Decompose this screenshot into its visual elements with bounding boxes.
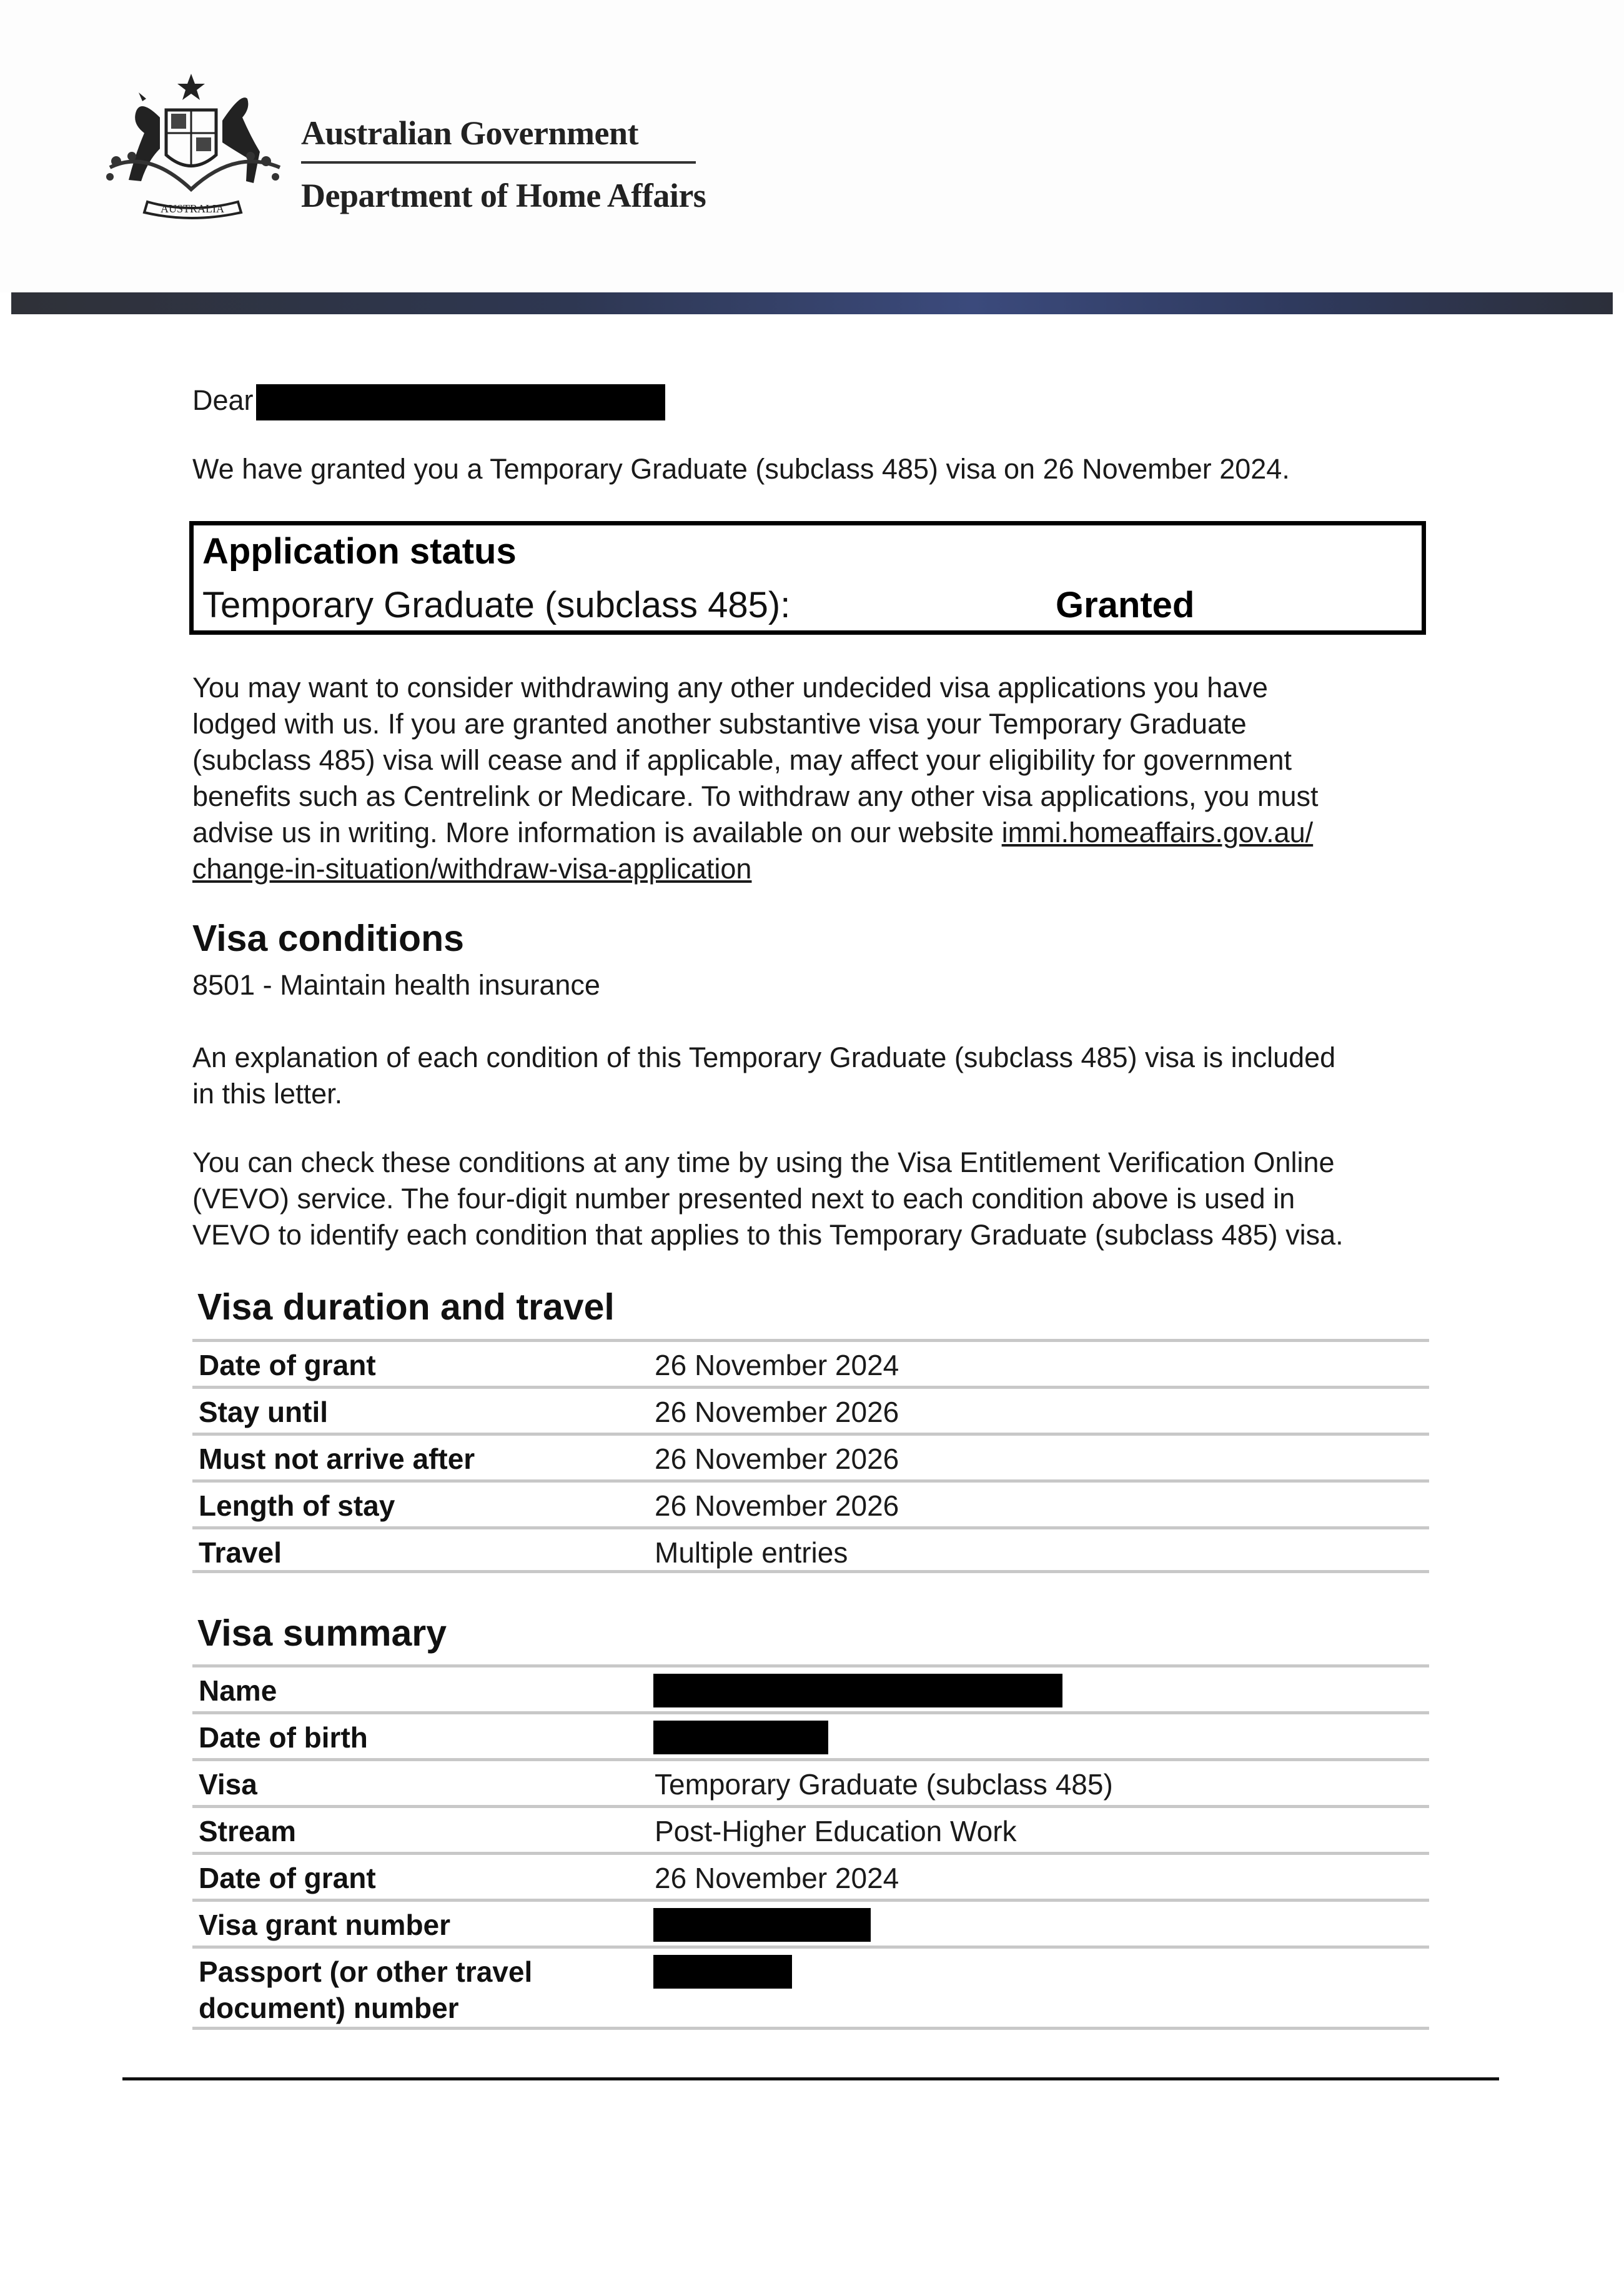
grant-intro: We have granted you a Temporary Graduate (subclass 485) visa on 26 November 2024. xyxy=(192,453,1290,485)
table-row xyxy=(192,1386,1429,1433)
row-value: Temporary Graduate (subclass 485) xyxy=(655,1768,1113,1801)
row-label: Date of birth xyxy=(199,1721,368,1754)
table-row xyxy=(192,1852,1429,1899)
row-label: Must not arrive after xyxy=(199,1443,475,1475)
visa-duration-table xyxy=(192,1339,1429,1573)
table-row xyxy=(192,1433,1429,1479)
row-label: Name xyxy=(199,1674,277,1707)
svg-text:AUSTRALIA: AUSTRALIA xyxy=(161,202,224,215)
department-name: Department of Home Affairs xyxy=(301,177,706,214)
row-value: 26 November 2026 xyxy=(655,1396,899,1428)
row-label xyxy=(199,1954,532,2026)
table-row xyxy=(192,1664,1429,1711)
row-value: 26 November 2026 xyxy=(655,1489,899,1522)
row-value: 26 November 2024 xyxy=(655,1349,899,1381)
paragraph-line: You may want to consider withdrawing any other undecided visa applications you have xyxy=(192,672,1268,703)
government-name: Australian Government xyxy=(301,114,638,152)
visa-conditions-heading: Visa conditions xyxy=(192,918,464,959)
paragraph-line xyxy=(192,851,1435,887)
application-status-box xyxy=(189,521,1426,635)
table-row xyxy=(192,1479,1429,1526)
visa-summary-table xyxy=(192,1664,1429,2030)
header-divider xyxy=(301,161,696,164)
visa-summary-heading: Visa summary xyxy=(197,1613,447,1654)
redacted-passport-number xyxy=(653,1955,792,1989)
paragraph-line: lodged with us. If you are granted another substantive visa your Temporary Graduate xyxy=(192,708,1247,740)
row-label: Visa xyxy=(199,1768,257,1801)
redacted-visa-grant-number xyxy=(653,1908,871,1942)
paragraph-line: VEVO to identify each condition that applies to this Temporary Graduate (subclass 485) visa. xyxy=(192,1219,1344,1251)
withdraw-link[interactable]: immi.homeaffairs.gov.au/ xyxy=(1001,817,1314,848)
paragraph-line: in this letter. xyxy=(192,1078,343,1110)
salutation-text: Dear xyxy=(192,384,254,416)
paragraph-line: (VEVO) service. The four-digit number presented next to each condition above is used in xyxy=(192,1183,1295,1215)
redacted-date-of-birth xyxy=(653,1721,828,1754)
row-label: Date of grant xyxy=(199,1349,376,1381)
withdraw-paragraph xyxy=(192,670,1435,887)
paragraph-line: An explanation of each condition of this Temporary Graduate (subclass 485) visa is included xyxy=(192,1041,1336,1073)
redacted-recipient-name xyxy=(256,384,665,420)
paragraph-line: benefits such as Centrelink or Medicare. To withdraw any other visa applications, you must xyxy=(192,780,1319,812)
row-label: Stream xyxy=(199,1815,296,1847)
redacted-name xyxy=(653,1674,1062,1707)
paragraph-line: You can check these conditions at any time by using the Visa Entitlement Verification Online xyxy=(192,1146,1335,1178)
paragraph-line: (subclass 485) visa will cease and if applicable, may affect your eligibility for government xyxy=(192,744,1292,776)
row-label: Stay until xyxy=(199,1396,329,1428)
row-label: Visa grant number xyxy=(199,1909,451,1941)
table-row xyxy=(192,1805,1429,1852)
paragraph-line xyxy=(192,815,1435,851)
conditions-explanation xyxy=(192,1040,1435,1112)
table-row xyxy=(192,1899,1429,1946)
header-band xyxy=(11,292,1613,314)
row-value: 26 November 2026 xyxy=(655,1443,899,1475)
row-label: Length of stay xyxy=(199,1489,395,1522)
letterhead xyxy=(0,0,1624,292)
status-title: Application status xyxy=(202,531,517,572)
table-row xyxy=(192,1339,1429,1386)
row-value: 26 November 2024 xyxy=(655,1862,899,1894)
row-label-line: Passport (or other travel xyxy=(199,1956,533,1988)
withdraw-link-continued[interactable]: change-in-situation/withdraw-visa-application xyxy=(192,853,752,885)
status-visa-label: Temporary Graduate (subclass 485): xyxy=(202,585,791,625)
salutation xyxy=(192,382,1435,420)
footer-divider xyxy=(122,2077,1499,2080)
row-label: Date of grant xyxy=(199,1862,376,1894)
row-value: Post-Higher Education Work xyxy=(655,1815,1017,1847)
row-label-line: document) number xyxy=(199,1992,459,2024)
visa-duration-heading: Visa duration and travel xyxy=(197,1286,615,1328)
row-value: Multiple entries xyxy=(655,1536,848,1569)
coat-of-arms-icon xyxy=(97,74,292,221)
table-row xyxy=(192,1526,1429,1573)
table-row xyxy=(192,1946,1429,2030)
row-label: Travel xyxy=(199,1536,282,1569)
condition-item: 8501 - Maintain health insurance xyxy=(192,969,600,1001)
table-row xyxy=(192,1711,1429,1758)
status-value: Granted xyxy=(1056,585,1195,625)
paragraph-text: advise us in writing. More information is available on our website xyxy=(192,817,994,848)
table-row xyxy=(192,1758,1429,1805)
vevo-paragraph xyxy=(192,1145,1435,1253)
